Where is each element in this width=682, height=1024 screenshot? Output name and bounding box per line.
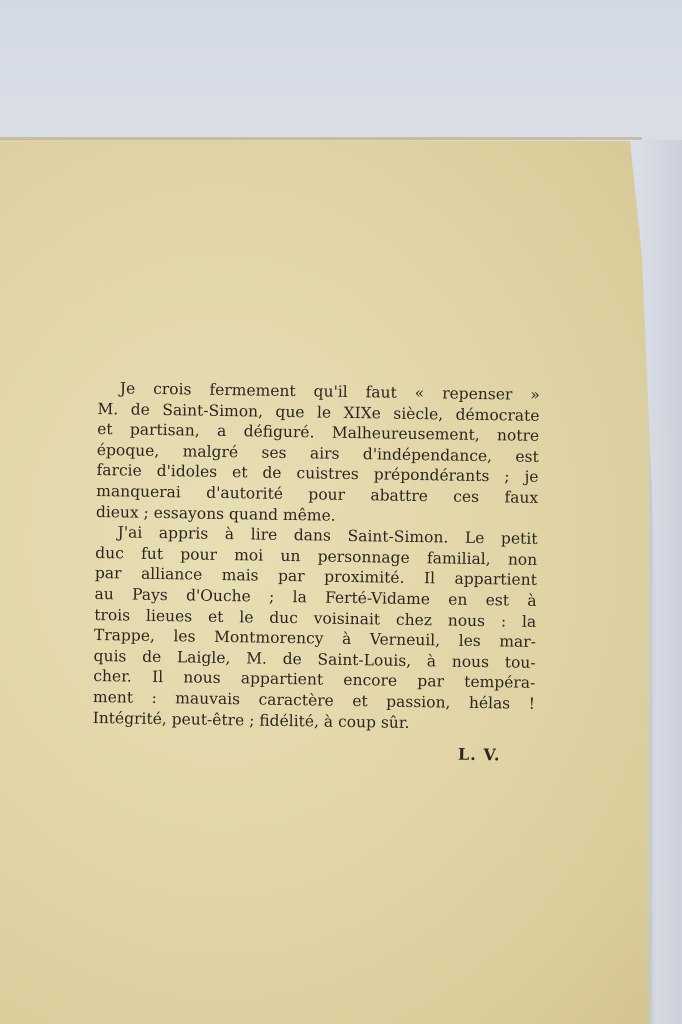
page-top-edge [0, 137, 642, 140]
text-line: et partisan, a défiguré. Malheureusement, notre [97, 420, 540, 446]
text-line: dieux ; essayons quand même. [95, 502, 336, 525]
text-line: au Pays d'Ouche ; la Ferté-Vidame en est à [94, 584, 537, 610]
text-line: Trappe, les Montmorency à Verneuil, les mar- [93, 626, 537, 652]
paragraph-2 [93, 522, 538, 735]
text-line: Intégrité, peut-être ; fidélité, à coup sûr. [92, 708, 410, 732]
text-line: trois lieues et le duc voisinait chez nous : la [94, 605, 537, 631]
text-line: duc fut pour moi un personnage familial, non [95, 543, 538, 569]
paragraph-1 [96, 378, 540, 529]
text-line: cher. Il nous appartient encore par tempéra- [93, 667, 536, 693]
text-line: Je crois fermement qu'il faut « repenser » [119, 379, 540, 404]
text-line: J'ai appris à lire dans Saint-Simon. Le petit [117, 523, 538, 549]
text-line: par alliance mais par proximité. Il appartient [94, 564, 538, 590]
text-line: manquerai d'autorité pour abattre ces faux [96, 481, 539, 507]
text-line: quis de Laigle, M. de Saint-Louis, à nous tou- [93, 646, 536, 672]
text-line: ment : mauvais caractère et passion, hélas ! [92, 687, 536, 713]
text-line: époque, malgré ses airs d'indépendance, est [96, 440, 539, 466]
text-line: M. de Saint-Simon, que le XIXe siècle, démocrate [97, 399, 540, 425]
text-line: farcie d'idoles et de cuistres prépondérants ; je [96, 461, 539, 487]
printed-text-block [93, 378, 540, 735]
author-initials: L. V. [457, 744, 501, 765]
